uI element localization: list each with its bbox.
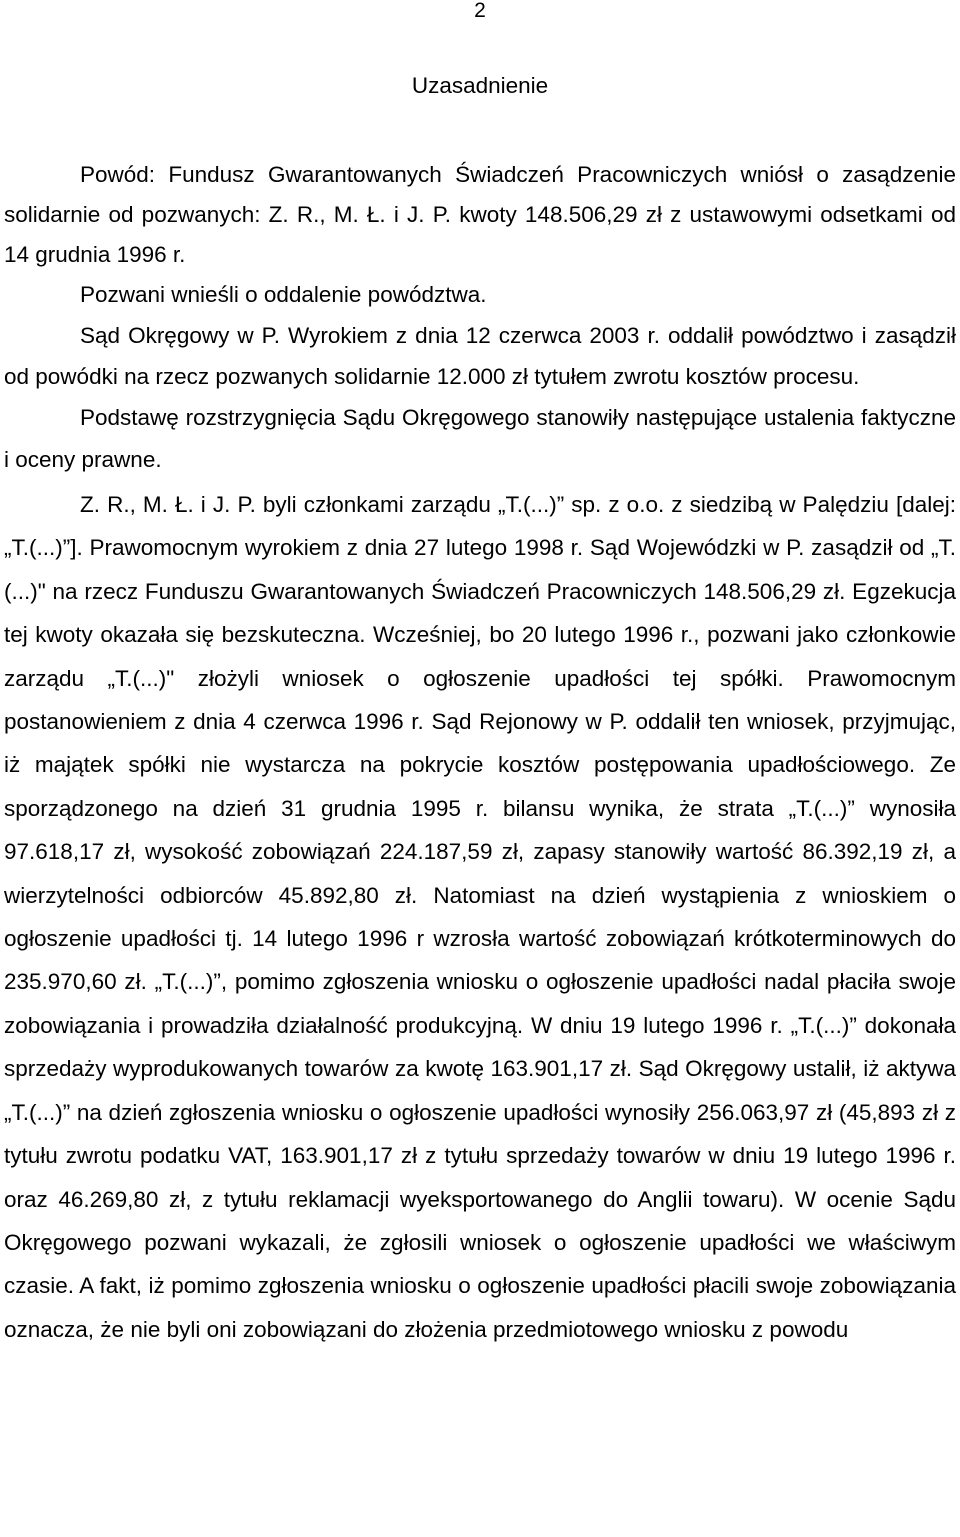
paragraph-defendants-motion: Pozwani wnieśli o oddalenie powództwa.	[80, 282, 487, 307]
paragraph-findings: Z. R., M. Ł. i J. P. byli członkami zarządu „T.(...)” sp. z o.o. z siedzibą w Palędziu [dalej: „T.(...)”]. Prawomocnym wyrokiem z dnia 27 lutego 1998 r. Sąd Wojewódzki w P. zasądził od „T.(...)" na rzecz Funduszu Gwarantowanych Świadczeń Pracowniczych 148.506,29 zł. Egzekucja tej kwoty okazała się bezskuteczna. Wcześniej, bo 20 lutego 1996 r., pozwani jako członkowie zarządu „T.(...)" złożyli wniosek o ogłoszenie upadłości tej spółki. Prawomocnym postanowieniem z dnia 4 czerwca 1996 r. Sąd Rejonowy w P. oddalił ten wniosek, przyjmując, iż majątek spółki nie wystarcza na pokrycie kosztów postępowania upadłościowego. Ze sporządzonego na dzień 31 grudnia 1995 r. bilansu wynika, że strata „T.(...)” wynosiła 97.618,17 zł, wysokość zobowiązań 224.187,59 zł, zapasy stanowiły wartość 86.392,19 zł, a wierzytelności odbiorców 45.892,80 zł. Natomiast na dzień wystąpienia z wnioskiem o ogłoszenie upadłości tj. 14 lutego 1996 r wzrosła wartość zobowiązań krótkoterminowych do 235.970,60 zł. „T.(...)”, pomimo zgłoszenia wniosku o ogłoszenie upadłości nadal płaciła swoje zobowiązania i prowadziła działalność produkcyjną. W dniu 19 lutego 1996 r. „T.(...)” dokonała sprzedaży wyprodukowanych towarów za kwotę 163.901,17 zł. Sąd Okręgowy ustalił, iż aktywa „T.(...)” na dzień zgłoszenia wniosku o ogłoszenie upadłości wynosiły 256.063,97 zł (45,893 zł z tytułu zwrotu podatku VAT, 163.901,17 zł z tytułu sprzedaży towarów w dniu 19 lutego 1996 r. oraz 46.269,80 zł, z tytułu reklamacji wyeksportowanego do Anglii towaru). W ocenie Sądu Okręgowego pozwani wykazali, że zgłosili wniosek o ogłoszenie upadłości we właściwym czasie. A fakt, iż pomimo zgłoszenia wniosku o ogłoszenie upadłości płacili swoje zobowiązania oznacza, że nie byli oni zobowiązani do złożenia przedmiotowego wniosku z powodu	[4, 492, 956, 1342]
document-body	[4, 155, 956, 1351]
paragraph-basis: Podstawę rozstrzygnięcia Sądu Okręgowego stanowiły następujące ustalenia faktyczne i oceny prawne.	[4, 405, 956, 472]
paragraph-claim: Powód: Fundusz Gwarantowanych Świadczeń Pracowniczych wniósł o zasądzenie solidarnie od pozwanych: Z. R., M. Ł. i J. P. kwoty 148.506,29 zł z ustawowymi odsetkami od 14 grudnia 1996 r.	[4, 162, 956, 267]
page-number: 2	[474, 0, 486, 22]
page-title: Uzasadnienie	[411, 73, 549, 98]
paragraph-group-claims	[4, 155, 956, 481]
paragraph-judgment: Sąd Okręgowy w P. Wyrokiem z dnia 12 czerwca 2003 r. oddalił powództwo i zasądził od powódki na rzecz pozwanych solidarnie 12.000 zł tytułem zwrotu kosztów procesu.	[4, 323, 956, 389]
